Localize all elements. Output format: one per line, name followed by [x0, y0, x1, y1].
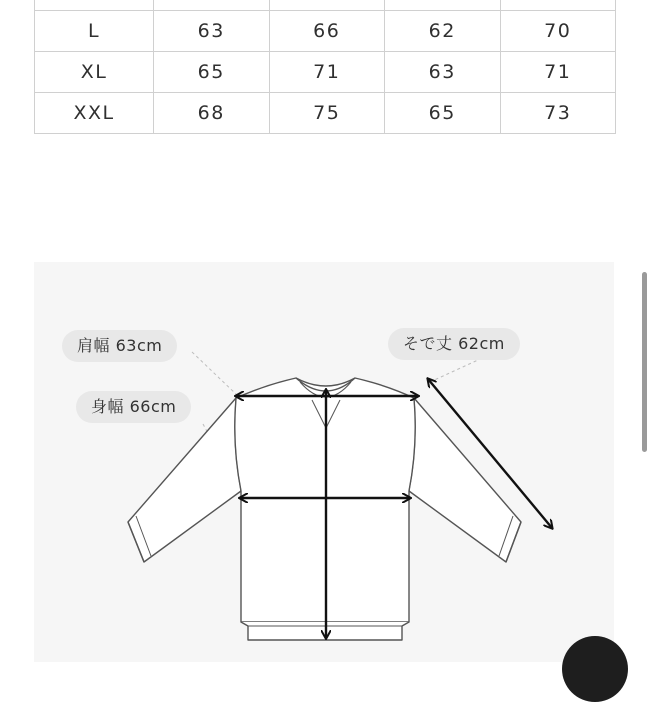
value-cell: 66 [269, 11, 385, 52]
size-cell: L [35, 11, 154, 52]
value-cell: 70 [500, 11, 616, 52]
value-cell: 71 [500, 52, 616, 93]
value-cell: 62 [385, 11, 501, 52]
value-cell: 65 [154, 52, 270, 93]
shoulder-label: 肩幅 63cm [62, 330, 177, 362]
floating-action-button[interactable] [562, 636, 628, 702]
sleeve-label: そで丈 62cm [388, 328, 520, 360]
value-cell: 63 [385, 52, 501, 93]
size-cell: XXL [35, 93, 154, 134]
size-cell: XL [35, 52, 154, 93]
scrollbar[interactable] [642, 272, 647, 452]
value-cell: 71 [269, 52, 385, 93]
value-cell: 68 [154, 93, 270, 134]
value-cell: 63 [154, 11, 270, 52]
value-cell: 73 [500, 93, 616, 134]
value-cell: 65 [385, 93, 501, 134]
chest-label: 身幅 66cm [76, 391, 191, 423]
value-cell: 75 [269, 93, 385, 134]
